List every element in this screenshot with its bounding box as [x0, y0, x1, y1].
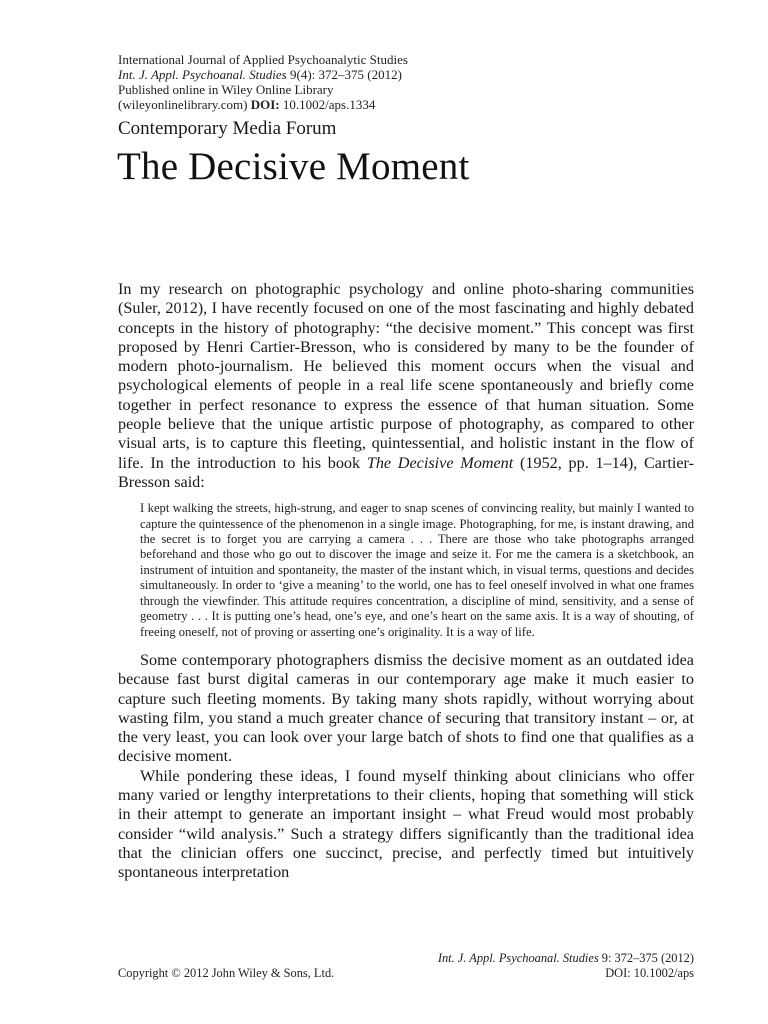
article-title: The Decisive Moment	[117, 145, 470, 188]
paragraph-1	[118, 280, 694, 492]
doi-label: DOI:	[250, 97, 280, 112]
published-online: Published online in Wiley Online Library	[118, 82, 334, 97]
footer-citation	[438, 951, 694, 981]
journal-header	[118, 52, 678, 112]
copyright: Copyright © 2012 John Wiley & Sons, Ltd.	[118, 966, 335, 980]
footer-citation-line	[438, 951, 694, 966]
section-label: Contemporary Media Forum	[118, 118, 337, 139]
book-title: The Decisive Moment	[366, 453, 514, 472]
doi-value: 10.1002/aps.1334	[279, 97, 376, 112]
journal-citation	[118, 67, 678, 82]
journal-website-doi	[118, 97, 678, 112]
paragraph-2: Some contemporary photographers dismiss the decisive moment as an outdated idea because fast burst digital cameras in our contemporary age make it much easier to capture such fleeting moments. By taking many shots rapidly, without worrying about wasting film, you stand a much greater chance of securing that transitory instant – or, at the very least, you can look over your large batch of shots to find one that qualifies as a decisive moment.	[118, 650, 694, 766]
journal-website: (wileyonlinelibrary.com)	[118, 97, 251, 112]
article-body	[118, 280, 694, 882]
citation-volume: 9(4): 372–375 (2012)	[286, 67, 402, 82]
footer-journal: Int. J. Appl. Psychoanal. Studies	[437, 951, 599, 965]
block-quote: I kept walking the streets, high-strung, and eager to snap scenes of convincing reality, but mainly I wanted to capture the quintessence of the phenomenon in a single image. Photographing, for me, is instant drawing, and the secret is to forget you are carrying a camera . . . There are those who take photographs arranged beforehand and those who go out to discover the image and seize it. For me the camera is a sketchbook, an instrument of intuition and spontaneity, the master of the instant which, in visual terms, questions and decides simultaneously. In order to ‘give a meaning’ to the world, one has to feel oneself involved in what one frames through the viewfinder. This attitude requires concentration, a discipline of mind, sensitivity, and a sense of geometry . . . It is putting one’s head, one’s eye, and one’s heart on the same axis. It is a way of shouting, of freeing oneself, not of proving or asserting one’s originality. It is a way of life.	[140, 501, 694, 639]
paragraph-3: While pondering these ideas, I found myself thinking about clinicians who offer many varied or lengthy interpretations to their clients, hoping that something will stick in their attempt to generate an important insight – what Freud would most probably consider “wild analysis.” Such a strategy differs significantly than the traditional idea that the clinician offers one succinct, precise, and perfectly timed but intuitively spontaneous interpretation	[118, 766, 694, 882]
citation-journal: Int. J. Appl. Psychoanal. Studies	[118, 67, 287, 82]
journal-name: International Journal of Applied Psychoanalytic Studies	[118, 52, 408, 67]
paragraph-1-text: In my research on photographic psychology and online photo-sharing communities (Suler, 2012), I have recently focused on one of the most fascinating and highly debated concepts in the history of photography: “the decisive moment.” This concept was first proposed by Henri Cartier-Bresson, who is considered by many to be the founder of modern photo-journalism. He believed this moment occurs when the visual and psychological elements of people in a real life scene spontaneously and briefly come together in perfect resonance to express the essence of that human situation. Some people believe that the unique artistic purpose of photography, as compared to other visual arts, is to capture this fleeting, quintessential, and holistic instant in the flow of life. In the introduction to his book	[118, 280, 694, 472]
footer-doi: DOI: 10.1002/aps	[605, 966, 694, 980]
paragraph-1-end: (1952, pp. 1–14), Cartier-Bresson said:	[118, 453, 694, 491]
footer-volume: 9: 372–375 (2012)	[598, 951, 694, 965]
